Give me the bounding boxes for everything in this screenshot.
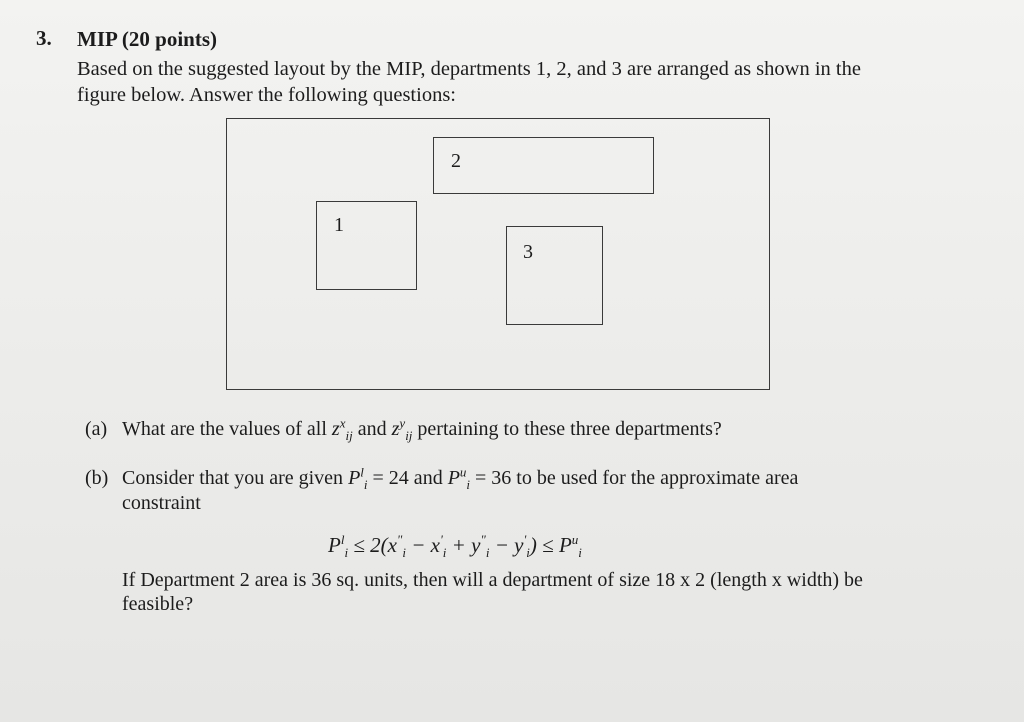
question-title: MIP (20 points) — [77, 27, 218, 51]
z-y-symbol: z — [391, 418, 400, 440]
department-2-label: 2 — [451, 150, 461, 172]
formula-x1-sup: ' — [440, 532, 443, 547]
formula-body: ≤ 2(x — [348, 533, 397, 557]
department-1-box — [316, 201, 417, 290]
formula-minus-y: − y — [489, 533, 524, 557]
p-l-value: = 24 and — [367, 467, 448, 489]
formula-y2-sub: i — [485, 545, 490, 561]
question-intro — [77, 56, 977, 108]
part-a-label: (a) — [85, 418, 108, 440]
formula-x1-sub: i — [442, 545, 447, 561]
formula-minus-x: − x — [406, 533, 441, 557]
part-a-text-post: pertaining to these three departments? — [412, 418, 722, 440]
formula-lhs-sub: i — [344, 545, 349, 561]
department-1-label: 1 — [334, 214, 344, 236]
part-b-followup — [122, 568, 952, 616]
part-a-and: and — [352, 418, 392, 440]
z-y-subscript: ij — [405, 428, 413, 443]
formula-lhs-p: P — [328, 533, 341, 557]
p-u-value: = 36 to be used for the approximate area — [470, 467, 799, 489]
intro-line-1: Based on the suggested layout by the MIP, departments 1, 2, and 3 are arranged as shown in the — [77, 58, 861, 80]
z-x-symbol: z — [331, 418, 340, 440]
department-3-box — [506, 226, 603, 325]
p-u-symbol: P — [447, 467, 460, 489]
z-y-superscript: y — [399, 415, 406, 431]
formula-plus-y: + y — [446, 533, 481, 557]
p-u-superscript: u — [459, 464, 467, 480]
formula-y2-sup: " — [480, 532, 486, 547]
z-x-subscript: ij — [345, 428, 353, 443]
formula-close: ) ≤ P — [529, 533, 572, 557]
formula-x2-sub: i — [402, 545, 407, 561]
part-b-text-pre: Consider that you are given — [122, 467, 349, 489]
formula-y1-sub: i — [526, 545, 530, 561]
followup-line-1: If Department 2 area is 36 sq. units, then will a department of size 18 x 2 (length x width) be — [122, 569, 863, 591]
part-b-label: (b) — [85, 467, 109, 489]
department-3-label: 3 — [523, 241, 533, 263]
formula-lhs-sup: l — [340, 532, 345, 547]
part-b — [85, 466, 955, 516]
part-b-line-2: constraint — [122, 492, 201, 514]
department-2-box — [433, 137, 654, 194]
formula-rhs-sub: i — [578, 545, 582, 561]
layout-figure — [226, 118, 770, 390]
intro-line-2: figure below. Answer the following questions: — [77, 84, 456, 106]
part-a — [85, 417, 722, 442]
formula-rhs-sup: u — [571, 532, 579, 547]
formula-x2-sup: " — [396, 532, 403, 547]
part-a-text-pre: What are the values of all — [122, 418, 332, 440]
p-l-superscript: l — [360, 464, 364, 480]
followup-line-2: feasible? — [122, 593, 194, 615]
question-number: 3. — [36, 26, 52, 50]
area-constraint-formula — [328, 532, 582, 561]
p-l-subscript: i — [363, 477, 368, 492]
z-x-superscript: x — [339, 415, 346, 431]
formula-y1-sup: ' — [523, 532, 527, 547]
part-b-line-1 — [85, 466, 955, 491]
p-u-subscript: i — [466, 477, 471, 492]
p-l-symbol: P — [348, 467, 361, 489]
